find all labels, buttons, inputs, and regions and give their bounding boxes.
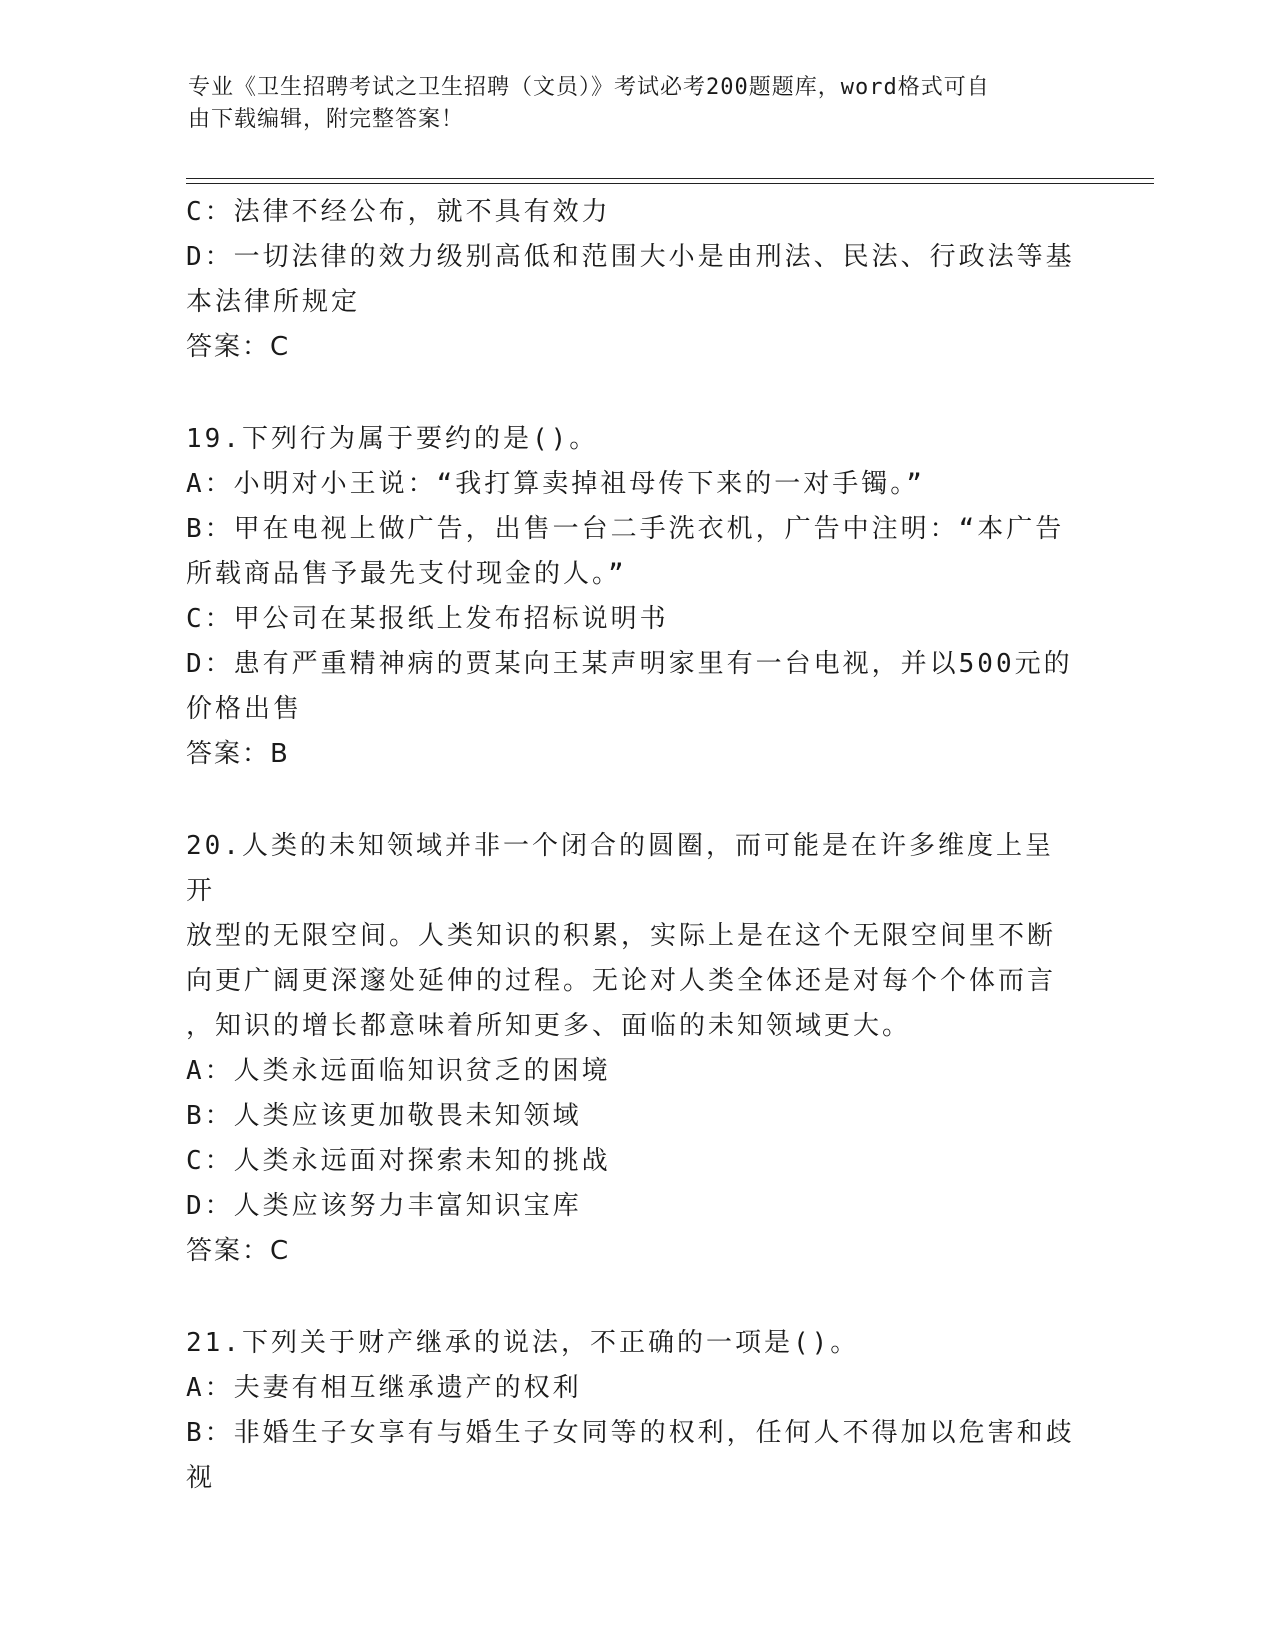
option-c: C：甲公司在某报纸上发布招标说明书 [186, 604, 669, 634]
option-b-line-1: B：非婚生子女享有与婚生子女同等的权利，任何人不得加以危害和歧 [186, 1418, 1075, 1448]
question-19 [186, 417, 1076, 777]
spacer [186, 777, 1076, 824]
option-d: D：人类应该努力丰富知识宝库 [186, 1191, 582, 1221]
option-b-line-2: 所载商品售予最先支付现金的人。” [186, 559, 627, 589]
answer: 答案：B [186, 739, 290, 769]
question-stem: 19.下列行为属于要约的是()。 [186, 424, 599, 454]
option-a: A：小明对小王说：“我打算卖掉祖母传下来的一对手镯。” [186, 469, 925, 499]
spacer [186, 1274, 1076, 1321]
question-21 [186, 1321, 1076, 1501]
answer: 答案：C [186, 332, 291, 362]
option-c: C：人类永远面对探索未知的挑战 [186, 1146, 611, 1176]
question-stem-line-4: ，知识的增长都意味着所知更多、面临的未知领域更大。 [186, 1011, 912, 1041]
option-d-line-1: D：患有严重精神病的贾某向王某声明家里有一台电视，并以500元的 [186, 649, 1073, 679]
option-d-line-2: 价格出售 [186, 694, 303, 724]
header-line-2: 由下载编辑，附完整答案！ [188, 107, 465, 132]
question-stem-line-2: 放型的无限空间。人类知识的积累，实际上是在这个无限空间里不断 [186, 921, 1057, 951]
document-body [186, 190, 1076, 1501]
header-rule-bottom [186, 183, 1154, 184]
question-18-tail [186, 190, 1076, 370]
spacer [186, 370, 1076, 417]
option-a: A：人类永远面临知识贫乏的困境 [186, 1056, 611, 1086]
question-stem-line-1: 20.人类的未知领域并非一个闭合的圆圈，而可能是在许多维度上呈开 [186, 831, 1054, 906]
document-header [188, 72, 1068, 136]
option-b-line-2: 视 [186, 1463, 216, 1493]
option-a: A：夫妻有相互继承遗产的权利 [186, 1373, 582, 1403]
question-stem: 21.下列关于财产继承的说法，不正确的一项是()。 [186, 1328, 860, 1358]
option-b-line-1: B：甲在电视上做广告，出售一台二手洗衣机，广告中注明：“本广告 [186, 514, 1065, 544]
option-d-line-1: D：一切法律的效力级别高低和范围大小是由刑法、民法、行政法等基 [186, 242, 1075, 272]
answer: 答案：C [186, 1236, 291, 1266]
question-20 [186, 824, 1076, 1274]
header-line-1: 专业《卫生招聘考试之卫生招聘（文员）》考试必考200题题库，word格式可自 [188, 75, 990, 100]
option-c: C：法律不经公布，就不具有效力 [186, 197, 611, 227]
option-d-line-2: 本法律所规定 [186, 287, 361, 317]
option-b: B：人类应该更加敬畏未知领域 [186, 1101, 582, 1131]
header-rule-top [186, 178, 1154, 179]
question-stem-line-3: 向更广阔更深邃处延伸的过程。无论对人类全体还是对每个个体而言 [186, 966, 1057, 996]
